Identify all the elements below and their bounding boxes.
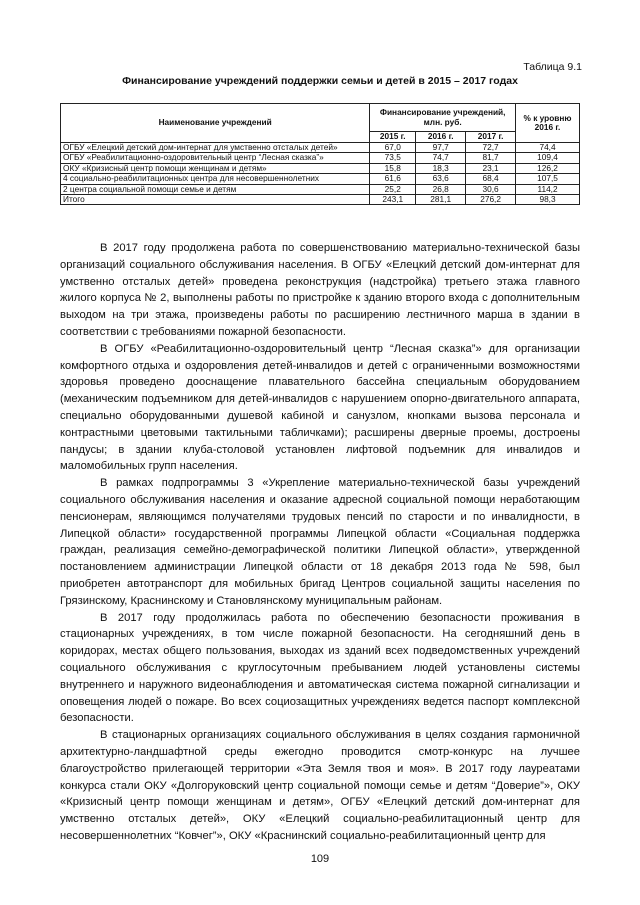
row-2016: 26,8 (416, 184, 466, 194)
row-2016: 18,3 (416, 163, 466, 173)
table-row (61, 163, 580, 173)
row-name: ОГБУ «Елецкий детский дом-интернат для умственно отсталых детей» (61, 143, 370, 153)
row-2017: 276,2 (466, 195, 516, 205)
row-percent: 126,2 (516, 163, 580, 173)
row-percent: 74,4 (516, 143, 580, 153)
header-2015: 2015 г. (370, 132, 416, 143)
row-2017: 30,6 (466, 184, 516, 194)
page-number: 109 (310, 853, 330, 865)
header-percent: % к уровню 2016 г. (516, 104, 580, 143)
header-2016: 2016 г. (416, 132, 466, 143)
row-name: ОГБУ «Реабилитационно-оздоровительный центр “Лесная сказка”» (61, 153, 370, 163)
paragraph: В 2017 году продолжилась работа по обеспечению безопасности проживания в стационарных учреждениях, в том числе пожарной безопасности. На сегодняшний день в коридорах, местах общего пользования, выходах из зданий всех подведомственных учреждений социального обслуживания с круглосуточным пребыванием людей установлены системы внутреннего и наружного видеонаблюдения и автоматическая система пожарной сигнализации и оповещения людей о пожаре. Во всех социозащитных учреждениях ведется паспорт комплексной безопасности. (60, 611, 580, 725)
row-percent: 107,5 (516, 174, 580, 184)
table-row (61, 143, 580, 153)
row-percent: 114,2 (516, 184, 580, 194)
row-name: Итого (61, 195, 370, 205)
paragraph: В стационарных организациях социального обслуживания в целях создания гармоничной архитектурно-ландшафтной среды ежегодно проводится смотр-конкурс на лучшее благоустройство прилегающей территории «Эта Земля твоя и моя». В 2017 году лауреатами конкурса стали ОКУ «Долгоруковский центр социальной помощи семье и детям “Доверие”», ОКУ «Кризисный центр помощи женщинам и детям», ОГБУ «Елецкий детский дом-интернат для умственно отсталых детей», ОКУ «Елецкий социально-реабилитационный центр для несовершеннолетних “Ковчег”», ОКУ «Краснинский социально-реабилитационный центр для (60, 729, 580, 842)
row-2016: 74,7 (416, 153, 466, 163)
row-2016: 281,1 (416, 195, 466, 205)
row-2015: 61,6 (370, 174, 416, 184)
row-name: 2 центра социальной помощи семье и детям (61, 184, 370, 194)
row-2015: 73,5 (370, 153, 416, 163)
row-percent: 98,3 (516, 195, 580, 205)
row-2017: 81,7 (466, 153, 516, 163)
row-2017: 68,4 (466, 174, 516, 184)
row-2016: 97,7 (416, 143, 466, 153)
paragraph: В 2017 году продолжена работа по совершенствованию материально-технической базы организаций социального обслуживания населения. В ОГБУ «Елецкий детский дом-интернат для умственно отсталых детей» проведена реконструкция (надстройка) третьего этажа главного жилого корпуса № 2, выполнены работы по пристройке к зданию второго входа с дополнительным выходом на три этажа, произведены работы по расширению лестничного марша в здании в соответствии с требованиями пожарной безопасности. (60, 242, 580, 338)
row-2016: 63,6 (416, 174, 466, 184)
paragraph: В рамках подпрограммы 3 «Укрепление материально-технической базы учреждений социального обслуживания населения и оказание адресной социальной помощи неработающим пенсионерам, являющимся получателями трудовых пенсий по старости и по инвалидности, в Липецкой области» государственной программы Липецкой области «Социальная поддержка граждан, реализация семейно-демографической политики Липецкой области», утвержденной постановлением администрации Липецкой области от 18 декабря 2013 года № 598, был приобретен автотранспорт для мобильных бригад Центров социальной защиты населения по Грязинскому, Краснинскому и Становлянскому муниципальным районам. (60, 477, 580, 607)
table-label: Таблица 9.1 (523, 61, 582, 73)
header-2017: 2017 г. (466, 132, 516, 143)
row-2017: 72,7 (466, 143, 516, 153)
row-2015: 67,0 (370, 143, 416, 153)
body-text (60, 240, 580, 845)
header-financing: Финансирование учреждений, млн. руб. (370, 104, 516, 132)
table-row-total (61, 195, 580, 205)
paragraph: В ОГБУ «Реабилитационно-оздоровительный центр “Лесная сказка”» для организации комфортного отдыха и оздоровления детей-инвалидов и детей с ограниченными возможностями здоровья проведено дооснащение плавательного бассейна специальным оборудованием (механическим подъемником для детей-инвалидов с нарушением опорно-двигательного аппарата, специально оборудованными душевой кабиной и санузлом, кнопками вызова персонала и контрастными цветовыми тактильными табличками); расширены дверные проемы, достроены пандусы; в здании клуба-столовой установлен лифтовой подъемник для инвалидов и маломобильных групп населения. (60, 342, 580, 473)
header-name: Наименование учреждений (61, 104, 370, 143)
row-2015: 243,1 (370, 195, 416, 205)
table-row (61, 153, 580, 163)
row-2015: 25,2 (370, 184, 416, 194)
row-name: ОКУ «Кризисный центр помощи женщинам и детям» (61, 163, 370, 173)
financing-table (60, 103, 580, 205)
row-name: 4 социально-реабилитационных центра для несовершеннолетних (61, 174, 370, 184)
row-2015: 15,8 (370, 163, 416, 173)
table-row (61, 174, 580, 184)
table-title: Финансирование учреждений поддержки семьи и детей в 2015 – 2017 годах (122, 75, 518, 87)
row-2017: 23,1 (466, 163, 516, 173)
row-percent: 109,4 (516, 153, 580, 163)
table-row (61, 184, 580, 194)
